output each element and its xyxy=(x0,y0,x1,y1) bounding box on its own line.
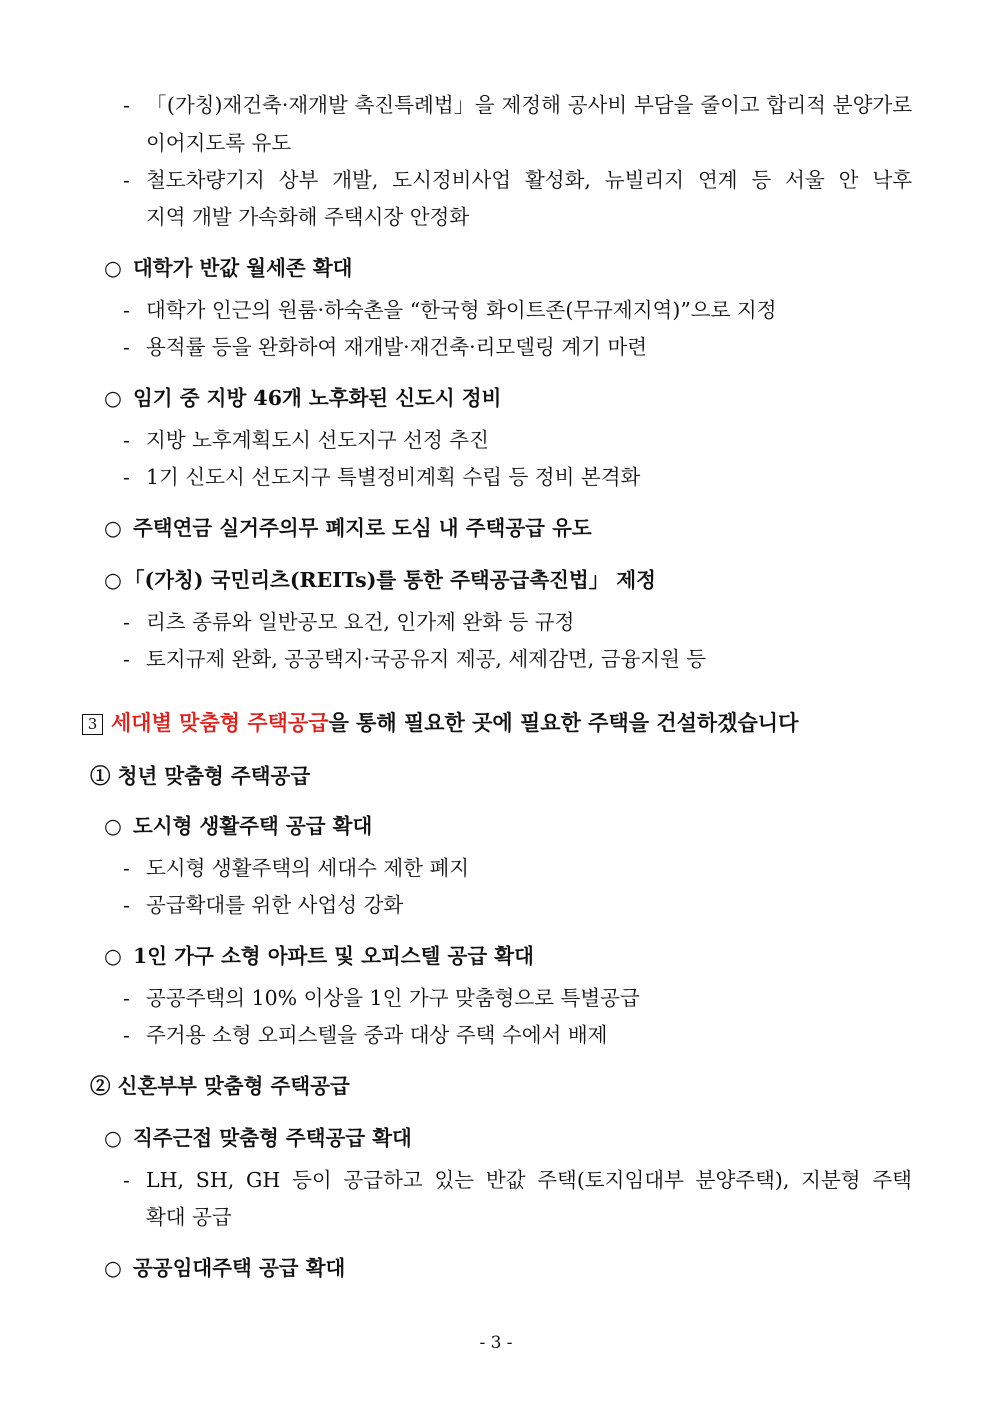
dash-mark: - xyxy=(123,1168,130,1192)
section-highlight: 맞춤형 주택공급 xyxy=(179,710,329,735)
bullet-text: 도시형 생활주택 공급 확대 xyxy=(133,814,373,838)
page-number: - 3 - xyxy=(479,1333,513,1353)
dash-text: 도시형 생활주택의 세대수 제한 폐지 xyxy=(146,856,470,880)
dash-mark: - xyxy=(123,647,130,671)
dash-text: 지역 개발 가속화해 주택시장 안정화 xyxy=(146,205,470,229)
dash-mark: - xyxy=(123,465,130,489)
circle-bullet-icon: ○ xyxy=(104,386,122,410)
bullet-text: 1인 가구 소형 아파트 및 오피스텔 공급 확대 xyxy=(133,944,534,968)
dash-text: LH, SH, GH 등이 공급하고 있는 반값 주택(토지임대부 분양주택), 지분형 주택 xyxy=(146,1168,912,1192)
circle-bullet-icon: ○ xyxy=(104,256,122,280)
dash-mark: - xyxy=(123,428,130,452)
bullet-text: 「(가칭) 국민리츠(REITs)를 통한 주택공급촉진법」 제정 xyxy=(124,568,656,592)
dash-mark: - xyxy=(123,893,130,917)
circle-bullet-icon: ○ xyxy=(104,568,122,592)
section-number-box: 3 xyxy=(82,714,103,735)
bullet-text: 직주근접 맞춤형 주택공급 확대 xyxy=(133,1126,412,1150)
dash-mark: - xyxy=(123,298,130,322)
dash-text: 공공주택의 10% 이상을 1인 가구 맞춤형으로 특별공급 xyxy=(146,986,640,1010)
dash-text: 대학가 인근의 원룸·하숙촌을 “한국형 화이트존(무규제지역)”으로 지정 xyxy=(146,298,777,322)
dash-mark: - xyxy=(123,856,130,880)
circle-bullet-icon: ○ xyxy=(104,516,122,540)
bullet-text: 주택연금 실거주의무 폐지로 도심 내 주택공급 유도 xyxy=(133,516,592,540)
dash-text: 1기 신도시 선도지구 특별정비계획 수립 등 정비 본격화 xyxy=(146,465,641,489)
section-title-text: 을 통해 필요한 곳에 필요한 주택을 건설하겠습니다 xyxy=(328,710,799,735)
dash-text: 확대 공급 xyxy=(146,1205,232,1229)
circle-bullet-icon: ○ xyxy=(104,1126,122,1150)
dash-mark: - xyxy=(123,1023,130,1047)
bullet-text: 공공임대주택 공급 확대 xyxy=(133,1256,346,1280)
dash-text: 지방 노후계획도시 선도지구 선정 추진 xyxy=(146,428,489,452)
bullet-text: 대학가 반값 월세존 확대 xyxy=(133,256,353,280)
dash-text: 「(가칭)재건축·재개발 촉진특례법」을 제정해 공사비 부담을 줄이고 합리적 분양가로 xyxy=(146,93,912,117)
dash-text: 토지규제 완화, 공공택지·국공유지 제공, 세제감면, 금융지원 등 xyxy=(146,647,707,671)
bullet-text: 임기 중 지방 46개 노후화된 신도시 정비 xyxy=(133,386,502,410)
dash-mark: - xyxy=(123,168,130,192)
dash-mark: - xyxy=(123,610,130,634)
circle-bullet-icon: ○ xyxy=(104,814,122,838)
dash-mark: - xyxy=(123,335,130,359)
circle-bullet-icon: ○ xyxy=(104,944,122,968)
dash-text: 주거용 소형 오피스텔을 중과 대상 주택 수에서 배제 xyxy=(146,1023,608,1047)
section-heading xyxy=(82,709,798,737)
dash-text: 철도차량기지 상부 개발, 도시정비사업 활성화, 뉴빌리지 연계 등 서울 안 낙후 xyxy=(146,168,912,192)
dash-text: 리츠 종류와 일반공모 요건, 인가제 완화 등 규정 xyxy=(146,610,575,634)
subsection-heading: ① 청년 맞춤형 주택공급 xyxy=(90,764,311,788)
section-highlight: 세대별 xyxy=(111,710,172,735)
dash-text: 이어지도록 유도 xyxy=(146,131,292,155)
dash-text: 용적률 등을 완화하여 재개발·재건축·리모델링 계기 마련 xyxy=(146,335,648,359)
subsection-heading: ② 신혼부부 맞춤형 주택공급 xyxy=(90,1074,350,1098)
dash-mark: - xyxy=(123,93,130,117)
circle-bullet-icon: ○ xyxy=(104,1256,122,1280)
dash-mark: - xyxy=(123,986,130,1010)
dash-text: 공급확대를 위한 사업성 강화 xyxy=(146,893,404,917)
